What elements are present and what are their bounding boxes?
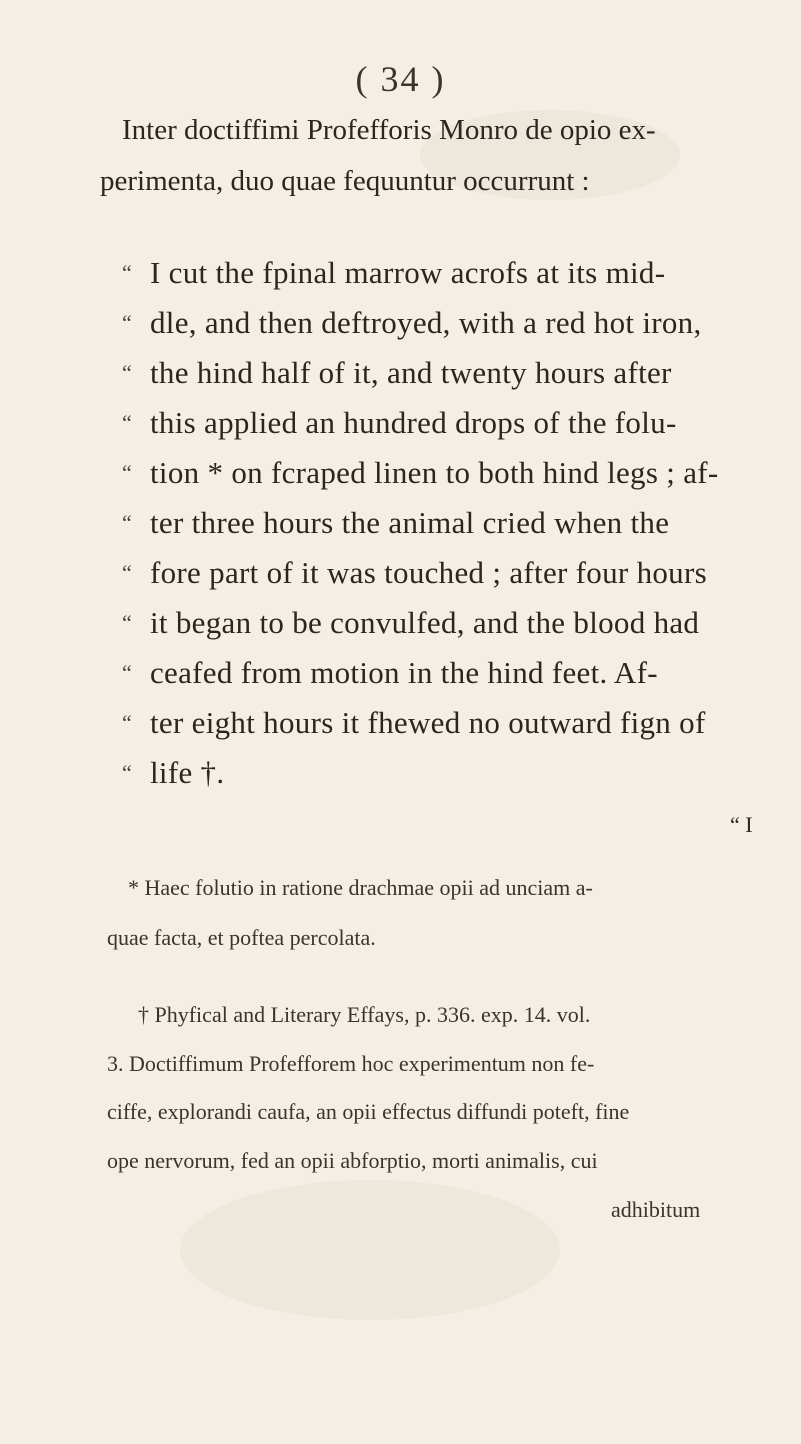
- quote-mark: “: [122, 560, 133, 585]
- quote-line-text: ceafed from motion in the hind feet. Af-: [150, 655, 658, 690]
- quote-line-text: tion * on fcraped linen to both hind legs ; af-: [150, 455, 719, 490]
- quote-line-text: it began to be convulfed, and the blood had: [150, 605, 700, 640]
- catchword: “ I: [730, 812, 753, 837]
- quote-mark: “: [122, 360, 133, 385]
- footnote-1-line-1: * Haec folutio in ratione drachmae opii ad unciam a-: [128, 875, 593, 900]
- footnote-2-line-2: 3. Doctiffimum Profefforem hoc experimentum non fe-: [107, 1051, 595, 1076]
- quote-line: [122, 253, 762, 293]
- quote-line: [122, 653, 762, 693]
- quote-line: [122, 503, 762, 543]
- quote-line-text: dle, and then deftroyed, with a red hot iron,: [150, 305, 702, 340]
- quote-mark: “: [122, 610, 133, 635]
- quote-line: [122, 703, 762, 743]
- quote-line-text: fore part of it was touched ; after four hours: [150, 555, 707, 590]
- quote-line-text: life †.: [150, 755, 225, 790]
- quote-mark: “: [122, 310, 133, 335]
- quote-line-text: ter eight hours it fhewed no outward fign of: [150, 705, 706, 740]
- quote-mark: “: [122, 260, 133, 285]
- quote-mark: “: [122, 760, 133, 785]
- quote-line: [122, 753, 762, 793]
- quote-mark: “: [122, 660, 133, 685]
- quote-mark: “: [122, 710, 133, 735]
- quote-line: [122, 353, 762, 393]
- intro-line-1: Inter doctiffimi Profefforis Monro de opio ex-: [122, 114, 656, 146]
- footnote-2-line-1: † Phyfical and Literary Effays, p. 336. exp. 14. vol.: [138, 1002, 591, 1027]
- quote-mark: “: [122, 510, 133, 535]
- quote-line-text: ter three hours the animal cried when the: [150, 505, 670, 540]
- quote-line: [122, 553, 762, 593]
- quote-line-text: the hind half of it, and twenty hours after: [150, 355, 672, 390]
- footnote-1-line-2: quae facta, et poftea percolata.: [107, 925, 376, 950]
- quote-line: [122, 403, 762, 443]
- quote-line: [122, 603, 762, 643]
- quote-mark: “: [122, 410, 133, 435]
- quote-line-text: I cut the fpinal marrow acrofs at its mid-: [150, 255, 666, 290]
- footnote-2-line-5: adhibitum: [611, 1197, 701, 1222]
- quote-line: [122, 303, 762, 343]
- page-number-header: ( 34 ): [355, 59, 446, 99]
- quote-line-text: this applied an hundred drops of the folu-: [150, 405, 677, 440]
- footnote-2-line-4: ope nervorum, fed an opii abforptio, morti animalis, cui: [107, 1148, 598, 1173]
- footnote-2-line-3: ciffe, explorandi caufa, an opii effectus diffundi poteft, fine: [107, 1099, 630, 1124]
- quote-line: [122, 453, 762, 493]
- intro-line-2: perimenta, duo quae fequuntur occurrunt :: [100, 165, 590, 197]
- quote-mark: “: [122, 460, 133, 485]
